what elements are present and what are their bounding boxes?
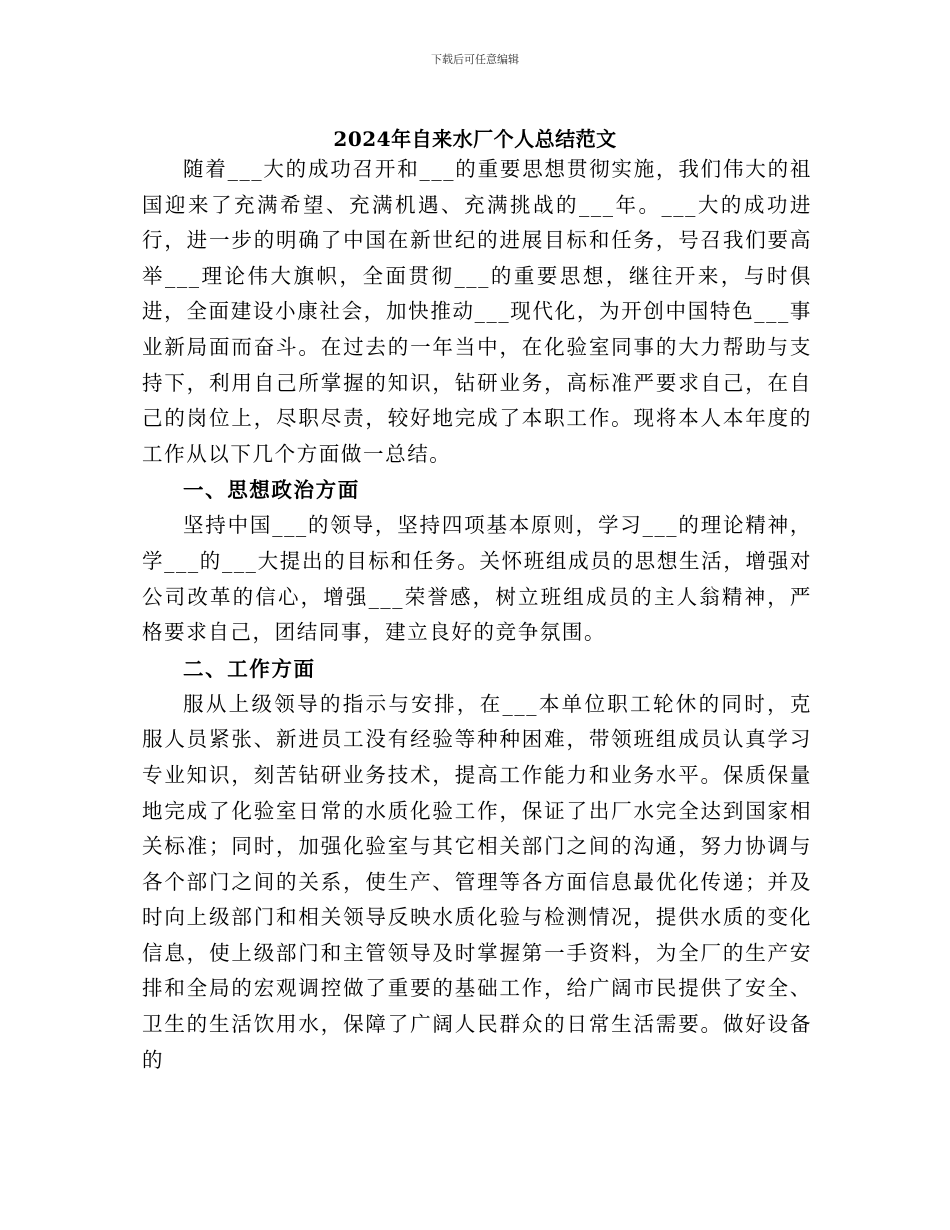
page-header-note: 下载后可任意编辑 xyxy=(431,53,519,66)
section-heading-work: 二、工作方面 xyxy=(183,656,316,681)
document-body xyxy=(142,152,812,1078)
section-heading-political: 一、思想政治方面 xyxy=(183,478,360,503)
intro-paragraph: 随着___大的成功召开和___的重要思想贯彻实施，我们伟大的祖国迎来了充满希望、充满机遇、充满挑战的___年。___大的成功进行，进一步的明确了中国在新世纪的进展目标和任务，号召我们要高举___理论伟大旗帜，全面贯彻___的重要思想，继往开来，与时俱进，全面建设小康社会，加快推动___现代化，为开创中国特色___事业新局面而奋斗。在过去的一年当中，在化验室同事的大力帮助与支持下，利用自己所掌握的知识，钻研业务，高标准严要求自己，在自己的岗位上，尽职尽责，较好地完成了本职工作。现将本人本年度的工作从以下几个方面做一总结。 xyxy=(142,157,812,466)
section-paragraph-political: 坚持中国___的领导，坚持四项基本原则，学习___的理论精神，学___的___大提出的目标和任务。关怀班组成员的思想生活，增强对公司改革的信心，增强___荣誉感，树立班组成员的主人翁精神，严格要求自己，团结同事，建立良好的竞争氛围。 xyxy=(142,513,812,645)
section-paragraph-work: 服从上级领导的指示与安排，在___本单位职工轮休的同时，克服人员紧张、新进员工没有经验等种种困难，带领班组成员认真学习专业知识，刻苦钻研业务技术，提高工作能力和业务水平。保质保量地完成了化验室日常的水质化验工作，保证了出厂水完全达到国家相关标准；同时，加强化验室与其它相关部门之间的沟通，努力协调与各个部门之间的关系，使生产、管理等各方面信息最优化传递；并及时向上级部门和相关领导反映水质化验与检测情况，提供水质的变化信息，使上级部门和主管领导及时掌握第一手资料，为全厂的生产安排和全局的宏观调控做了重要的基础工作，给广阔市民提供了安全、卫生的生活饮用水，保障了广阔人民群众的日常生活需要。做好设备的 xyxy=(142,691,812,1072)
document-title: 2024年自来水厂个人总结范文 xyxy=(333,127,617,151)
